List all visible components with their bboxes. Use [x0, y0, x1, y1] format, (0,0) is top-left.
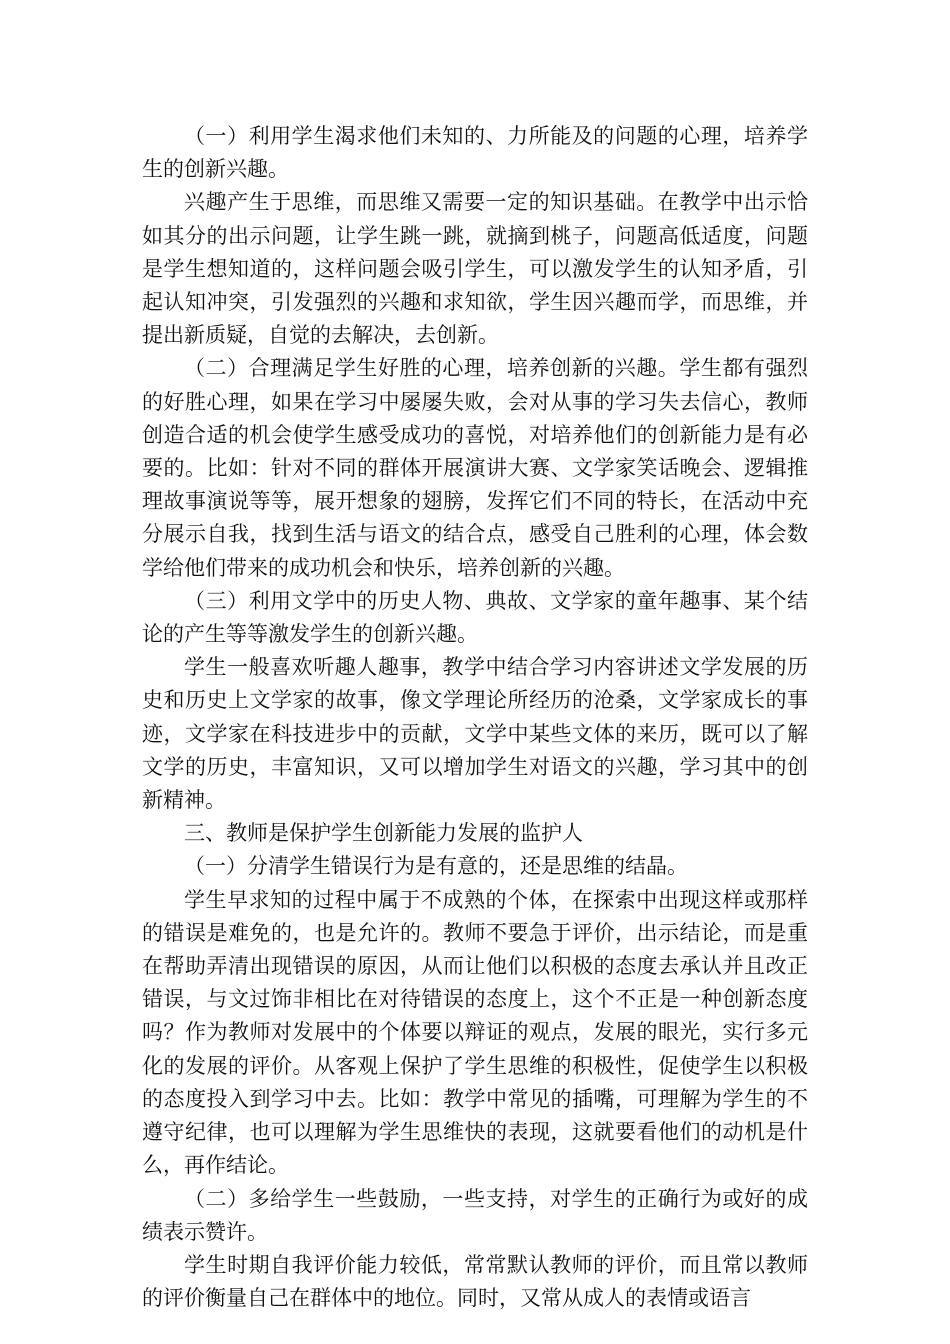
paragraph-2: 兴趣产生于思维，而思维又需要一定的知识基础。在教学中出示恰如其分的出示问题，让学生跳一跳，就摘到桃子，问题高低适度，问题是学生想知道的，这样问题会吸引学生，可以激发学生的认知矛盾，引起认知冲突，引发强烈的兴趣和求知欲，学生因兴趣而学，而思维，并提出新质疑，自觉的去解决，去创新。 — [142, 190, 808, 348]
paragraph-3: （二）合理满足学生好胜的心理，培养创新的兴趣。学生都有强烈的好胜心理，如果在学习中屡屡失败，会对从事的学习失去信心，教师创造合适的机会使学生感受成功的喜悦，对培养他们的创新能力是有必要的。比如：针对不同的群体开展演讲大赛、文学家笑话晚会、逻辑推理故事演说等等，展开想象的翅膀，发挥它们不同的特长，在活动中充分展示自我，找到生活与语文的结合点，感受自己胜利的心理，体会数学给他们带来的成功机会和快乐，培养创新的兴趣。 — [142, 356, 808, 580]
document-body — [142, 120, 808, 1315]
paragraph-4: （三）利用文学中的历史人物、典故、文学家的童年趣事、某个结论的产生等等激发学生的创新兴趣。 — [142, 588, 808, 647]
paragraph-5: 学生一般喜欢听趣人趣事，教学中结合学习内容讲述文学发展的历史和历史上文学家的故事，像文学理论所经历的沧桑，文学家成长的事迹，文学家在科技进步中的贡献，文学中某些文体的来历，既可以了解文学的历史，丰富知识，又可以增加学生对语文的兴趣，学习其中的创新精神。 — [142, 655, 808, 813]
section-heading-3: 三、教师是保护学生创新能力发展的监护人 — [184, 821, 583, 846]
paragraph-9: （二）多给学生一些鼓励，一些支持，对学生的正确行为或好的成绩表示赞许。 — [142, 1186, 808, 1244]
paragraph-1: （一）利用学生渴求他们未知的、力所能及的问题的心理，培养学生的创新兴趣。 — [142, 124, 808, 182]
paragraph-10: 学生时期自我评价能力较低，常常默认教师的评价，而且常以教师的评价衡量自己在群体中的地位。同时，又常从成人的表情或语言 — [142, 1252, 808, 1311]
paragraph-8: 学生早求知的过程中属于不成熟的个体，在探索中出现这样或那样的错误是难免的，也是允许的。教师不要急于评价，出示结论，而是重在帮助弄清出现错误的原因，从而让他们以积极的态度去承认并且改正错误，与文过饰非相比在对待错误的态度上，这个不正是一种创新态度吗？作为教师对发展中的个体要以辩证的观点，发展的眼光，实行多元化的发展的评价。从客观上保护了学生思维的积极性，促使学生以积极的态度投入到学习中去。比如：教学中常见的插嘴，可理解为学生的不遵守纪律，也可以理解为学生思维快的表现，这就要看他们的动机是什么，再作结论。 — [142, 887, 808, 1178]
paragraph-7: （一）分清学生错误行为是有意的，还是思维的结晶。 — [184, 854, 688, 879]
